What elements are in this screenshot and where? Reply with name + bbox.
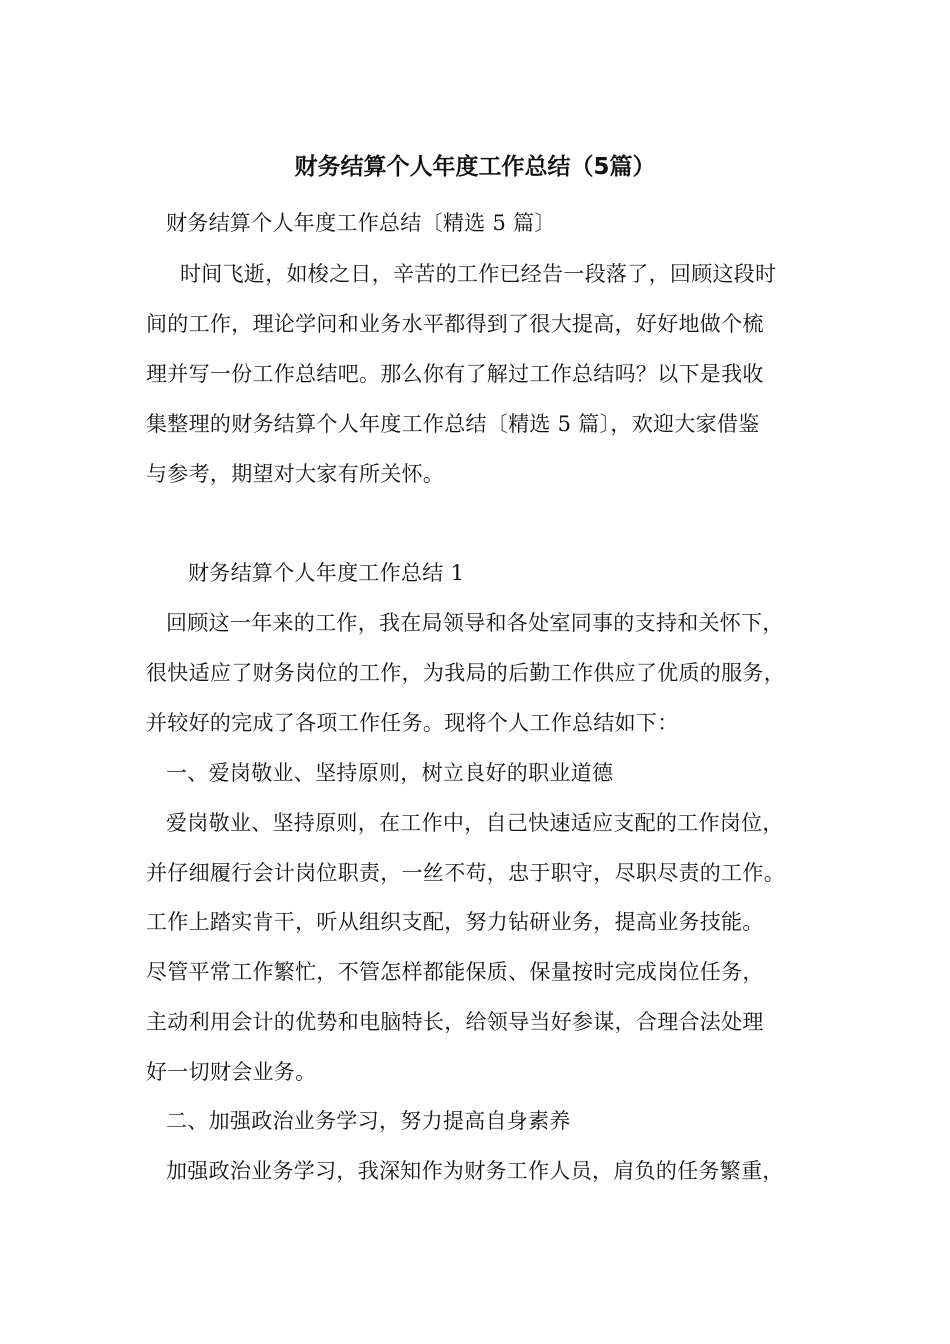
intro-line-1: 时间飞逝，如梭之日，辛苦的工作已经告一段落了，回顾这段时 xyxy=(180,262,777,286)
body-line-5: 并仔细履行会计岗位职责，一丝不苟，忠于职守，尽职尽责的工作。 xyxy=(146,861,785,885)
body-line-6: 工作上踏实肯干，听从组织支配，努力钻研业务，提高业务技能。 xyxy=(146,910,764,934)
intro-line-2: 间的工作，理论学问和业务水平都得到了很大提高，好好地做个梳 xyxy=(146,312,764,336)
point-heading-2: 二、加强政治业务学习，努力提高自身素养 xyxy=(166,1109,571,1133)
intro-line-5: 与参考，期望对大家有所关怀。 xyxy=(146,462,445,486)
intro-line-3: 理并写一份工作总结吧。那么你有了解过工作总结吗？以下是我收 xyxy=(146,362,764,386)
body-line-3: 并较好的完成了各项工作任务。现将个人工作总结如下： xyxy=(146,711,679,735)
body-line-8: 主动利用会计的优势和电脑特长，给领导当好参谋，合理合法处理 xyxy=(146,1010,764,1034)
document-title: 财务结算个人年度工作总结（5篇） xyxy=(294,154,656,180)
body-line-10: 加强政治业务学习，我深知作为财务工作人员，肩负的任务繁重， xyxy=(166,1159,784,1183)
body-line-1: 回顾这一年来的工作，我在局领导和各处室同事的支持和关怀下， xyxy=(166,611,784,635)
body-line-7: 尽管平常工作繁忙，不管怎样都能保质、保量按时完成岗位任务， xyxy=(146,960,764,984)
section-heading-1: 财务结算个人年度工作总结 1 xyxy=(188,561,465,585)
point-heading-1: 一、爱岗敬业、坚持原则，树立良好的职业道德 xyxy=(166,761,614,785)
body-line-4: 爱岗敬业、坚持原则，在工作中，自己快速适应支配的工作岗位， xyxy=(166,811,784,835)
body-line-9: 好一切财会业务。 xyxy=(146,1060,317,1084)
intro-line-4: 集整理的财务结算个人年度工作总结〔精选 5 篇〕，欢迎大家借鉴 xyxy=(146,412,760,436)
subtitle-line: 财务结算个人年度工作总结〔精选 5 篇〕 xyxy=(166,211,556,235)
body-line-2: 很快适应了财务岗位的工作，为我局的后勤工作供应了优质的服务， xyxy=(146,661,785,685)
